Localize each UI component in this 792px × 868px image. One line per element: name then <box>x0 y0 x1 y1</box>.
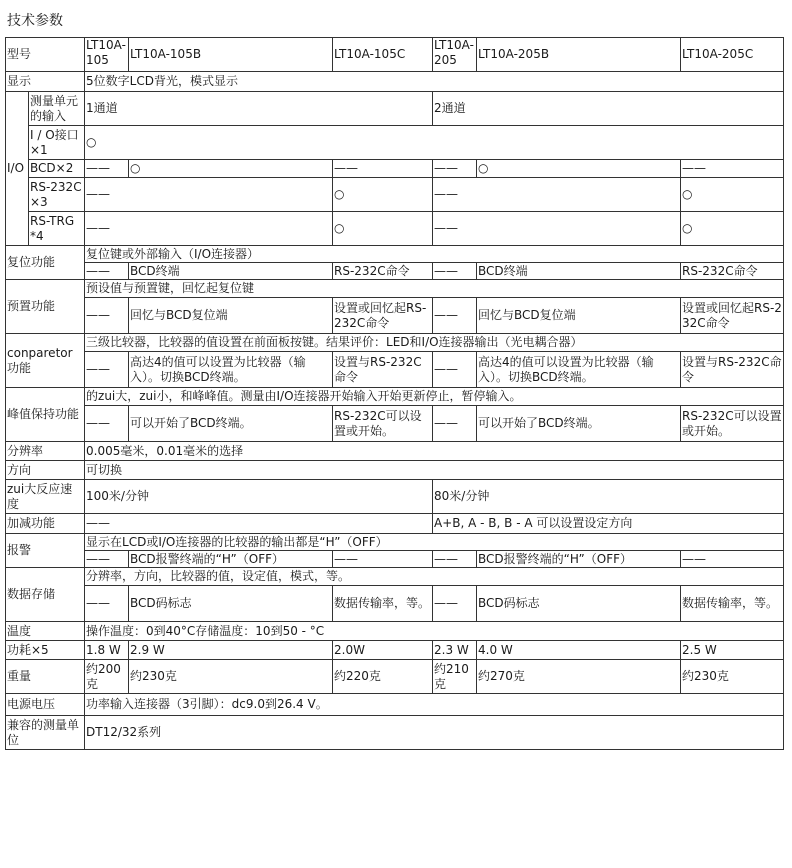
bcd-cell: ○ <box>477 160 681 178</box>
max-speed-105: 100米/分钟 <box>85 480 433 514</box>
row-label-preset: 预置功能 <box>6 280 85 334</box>
storage-cell: 数据传输率，等。 <box>333 586 433 622</box>
peak-cell: —— <box>85 406 129 442</box>
peak-cell: RS-232C可以设置或开始。 <box>333 406 433 442</box>
table-row-preset-detail <box>6 298 784 334</box>
reset-cell: BCD终端 <box>477 263 681 280</box>
table-row-weight <box>6 660 784 694</box>
max-speed-205: 80米/分钟 <box>433 480 784 514</box>
preset-cell: 设置或回忆起RS-232C命令 <box>333 298 433 334</box>
table-row-io-connector <box>6 126 784 160</box>
bcd-cell: —— <box>333 160 433 178</box>
row-label-comparator: conparetor功能 <box>6 334 85 388</box>
table-row-resolution <box>6 442 784 461</box>
storage-cell: BCD码标志 <box>477 586 681 622</box>
storage-top: 分辨率，方向，比较器的值，设定值，模式，等。 <box>85 568 784 586</box>
row-label-direction: 方向 <box>6 461 85 480</box>
temperature-value: 操作温度：0到40°C存储温度：10到50 - °C <box>85 622 784 641</box>
rstrg-cell: —— <box>85 212 333 246</box>
row-label-storage: 数据存储 <box>6 568 85 622</box>
comparator-cell: 设置与RS-232C命令 <box>333 352 433 388</box>
display-value: 5位数字LCD背光，模式显示 <box>85 72 784 92</box>
table-row-display <box>6 72 784 92</box>
comparator-cell: 高达4的值可以设置为比较器（输入）。切换BCD终端。 <box>129 352 333 388</box>
table-row-reset-detail <box>6 263 784 280</box>
table-row-add-sub <box>6 514 784 534</box>
table-row-peak <box>6 388 784 406</box>
io-connector-value: ○ <box>85 126 784 160</box>
weight-cell: 约220克 <box>333 660 433 694</box>
rs232c-cell: —— <box>433 178 681 212</box>
sub-label-measure-input: 测量单元的输入 <box>29 92 85 126</box>
comparator-cell: —— <box>433 352 477 388</box>
alarm-top: 显示在LCD或I/O连接器的比较器的输出都是“H”（OFF） <box>85 534 784 551</box>
compatible-value: DT12/32系列 <box>85 716 784 750</box>
storage-cell: BCD码标志 <box>129 586 333 622</box>
model-cell: LT10A-105B <box>129 38 333 72</box>
table-row-peak-detail <box>6 406 784 442</box>
row-label-compatible: 兼容的测量单位 <box>6 716 85 750</box>
table-row-supply <box>6 694 784 716</box>
preset-cell: 回忆与BCD复位端 <box>477 298 681 334</box>
bcd-cell: ○ <box>129 160 333 178</box>
comparator-cell: 高达4的值可以设置为比较器（输入）。切换BCD终端。 <box>477 352 681 388</box>
preset-cell: 设置或回忆起RS-232C命令 <box>681 298 784 334</box>
weight-cell: 约230克 <box>681 660 784 694</box>
row-label-add-sub: 加减功能 <box>6 514 85 534</box>
preset-top: 预设值与预置键，回忆起复位键 <box>85 280 784 298</box>
reset-cell: —— <box>433 263 477 280</box>
peak-cell: 可以开始了BCD终端。 <box>477 406 681 442</box>
model-cell: LT10A-105C <box>333 38 433 72</box>
sub-label-io-connector: I / O接口×1 <box>29 126 85 160</box>
preset-cell: —— <box>85 298 129 334</box>
reset-cell: RS-232C命令 <box>681 263 784 280</box>
table-row-power <box>6 641 784 660</box>
row-label-max-speed: zui大反应速度 <box>6 480 85 514</box>
preset-cell: —— <box>433 298 477 334</box>
storage-cell: —— <box>85 586 129 622</box>
model-cell: LT10A-205C <box>681 38 784 72</box>
row-label-display: 显示 <box>6 72 85 92</box>
model-cell: LT10A-205 <box>433 38 477 72</box>
rs232c-cell: ○ <box>681 178 784 212</box>
row-label-alarm: 报警 <box>6 534 85 568</box>
table-row-rstrg <box>6 212 784 246</box>
table-row-direction <box>6 461 784 480</box>
row-label-resolution: 分辨率 <box>6 442 85 461</box>
table-row-measure-input <box>6 92 784 126</box>
storage-cell: —— <box>433 586 477 622</box>
rstrg-cell: ○ <box>333 212 433 246</box>
reset-cell: BCD终端 <box>129 263 333 280</box>
reset-cell: —— <box>85 263 129 280</box>
reset-cell: RS-232C命令 <box>333 263 433 280</box>
add-sub-205: A+B, A - B, B - A 可以设置设定方向 <box>433 514 784 534</box>
row-label-weight: 重量 <box>6 660 85 694</box>
comparator-top: 三级比较器，比较器的值设置在前面板按键。结果评价：LED和I/O连接器输出（光电耦合器） <box>85 334 784 352</box>
power-cell: 1.8 W <box>85 641 129 660</box>
alarm-cell: —— <box>333 551 433 568</box>
peak-cell: —— <box>433 406 477 442</box>
power-cell: 4.0 W <box>477 641 681 660</box>
row-label-temperature: 温度 <box>6 622 85 641</box>
weight-cell: 约230克 <box>129 660 333 694</box>
table-row-preset <box>6 280 784 298</box>
bcd-cell: —— <box>681 160 784 178</box>
table-row-temperature <box>6 622 784 641</box>
sub-label-rs232c: RS-232C×3 <box>29 178 85 212</box>
rs232c-cell: —— <box>85 178 333 212</box>
direction-value: 可切换 <box>85 461 784 480</box>
row-label-peak: 峰值保持功能 <box>6 388 85 442</box>
sub-label-rstrg: RS-TRG *4 <box>29 212 85 246</box>
add-sub-105: —— <box>85 514 433 534</box>
measure-input-105: 1通道 <box>85 92 433 126</box>
power-cell: 2.5 W <box>681 641 784 660</box>
row-label-power: 功耗×5 <box>6 641 85 660</box>
peak-cell: RS-232C可以设置或开始。 <box>681 406 784 442</box>
weight-cell: 约210克 <box>433 660 477 694</box>
model-cell: LT10A-205B <box>477 38 681 72</box>
table-row-storage-detail <box>6 586 784 622</box>
row-label-supply: 电源电压 <box>6 694 85 716</box>
row-label-model: 型号 <box>6 38 85 72</box>
rs232c-cell: ○ <box>333 178 433 212</box>
bcd-cell: —— <box>433 160 477 178</box>
table-row-compatible <box>6 716 784 750</box>
comparator-cell: 设置与RS-232C命令 <box>681 352 784 388</box>
power-cell: 2.0W <box>333 641 433 660</box>
rstrg-cell: —— <box>433 212 681 246</box>
row-label-io: I/O <box>6 92 29 246</box>
weight-cell: 约200克 <box>85 660 129 694</box>
alarm-cell: BCD报警终端的“H”（OFF） <box>129 551 333 568</box>
table-row-alarm <box>6 534 784 551</box>
weight-cell: 约270克 <box>477 660 681 694</box>
table-row-max-speed <box>6 480 784 514</box>
rstrg-cell: ○ <box>681 212 784 246</box>
spec-table <box>5 37 784 750</box>
page-title: 技术参数 <box>7 13 63 29</box>
preset-cell: 回忆与BCD复位端 <box>129 298 333 334</box>
table-row-comparator-detail <box>6 352 784 388</box>
table-row-comparator <box>6 334 784 352</box>
row-label-reset: 复位功能 <box>6 246 85 280</box>
bcd-cell: —— <box>85 160 129 178</box>
table-row-rs232c <box>6 178 784 212</box>
alarm-cell: —— <box>85 551 129 568</box>
storage-cell: 数据传输率，等。 <box>681 586 784 622</box>
table-row-storage <box>6 568 784 586</box>
peak-cell: 可以开始了BCD终端。 <box>129 406 333 442</box>
peak-top: 的zui大，zui小，和峰峰值。测量由I/O连接器开始输入开始更新停止，暂停输入。 <box>85 388 784 406</box>
power-cell: 2.9 W <box>129 641 333 660</box>
alarm-cell: BCD报警终端的“H”（OFF） <box>477 551 681 568</box>
measure-input-205: 2通道 <box>433 92 784 126</box>
alarm-cell: —— <box>681 551 784 568</box>
alarm-cell: —— <box>433 551 477 568</box>
power-cell: 2.3 W <box>433 641 477 660</box>
table-row-model <box>6 38 784 72</box>
table-row-bcd <box>6 160 784 178</box>
table-row-alarm-detail <box>6 551 784 568</box>
reset-top: 复位键或外部输入（I/O连接器） <box>85 246 784 263</box>
comparator-cell: —— <box>85 352 129 388</box>
sub-label-bcd: BCD×2 <box>29 160 85 178</box>
resolution-value: 0.005毫米，0.01毫米的选择 <box>85 442 784 461</box>
supply-value: 功率输入连接器（3引脚）：dc9.0到26.4 V。 <box>85 694 784 716</box>
table-row-reset <box>6 246 784 263</box>
model-cell: LT10A-105 <box>85 38 129 72</box>
